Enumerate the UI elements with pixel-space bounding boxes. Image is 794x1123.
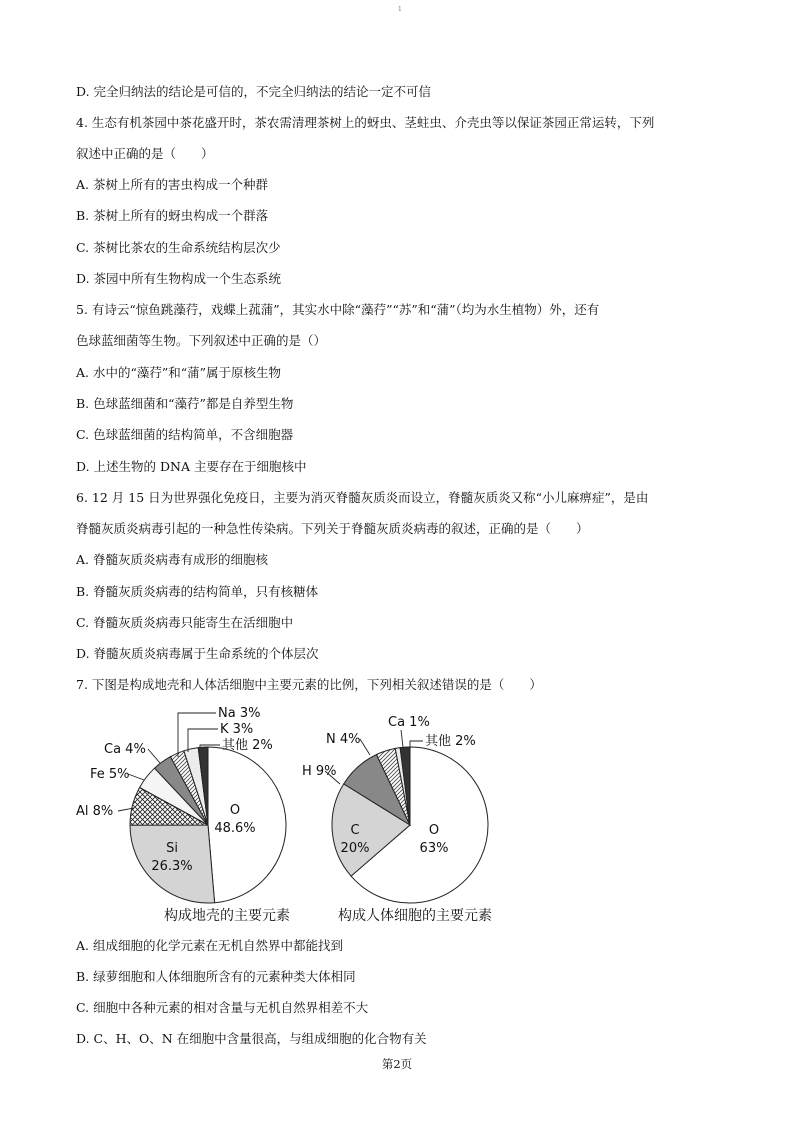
q4-option-b: B. 茶树上所有的蚜虫构成一个群落 — [76, 208, 269, 223]
pie2-label-5: 其他 2% — [425, 734, 476, 749]
pie1-label-0-value: 48.6% — [214, 821, 256, 836]
q7-option-a: A. 组成细胞的化学元素在无机自然界中都能找到 — [76, 938, 343, 953]
pie2-label-0-name: O — [428, 823, 440, 838]
pie2-title: 构成人体细胞的主要元素 — [338, 908, 492, 924]
q5-option-a: A. 水中的“藻荇”和“蒲”属于原核生物 — [76, 365, 282, 380]
element-pie-charts — [70, 702, 510, 932]
pie2-label-2: H 9% — [302, 764, 337, 779]
pie1-label-5: Na 3% — [218, 706, 261, 721]
q6-option-b: B. 脊髓灰质炎病毒的结构简单，只有核糖体 — [76, 584, 319, 599]
q5-option-d: D. 上述生物的 DNA 主要存在于细胞核中 — [76, 459, 307, 474]
page-top-mark: 1 — [398, 6, 402, 13]
q4-option-a: A. 茶树上所有的害虫构成一个种群 — [76, 177, 268, 192]
pie1-label-1-name: Si — [166, 841, 178, 856]
pie1-leader-4 — [148, 749, 160, 763]
q4-option-c: C. 茶树比茶农的生命系统结构层次少 — [76, 240, 281, 255]
q6-stem-line1: 6. 12 月 15 日为世界强化免疫日，主要为消灭脊髓灰质炎而设立，脊髓灰质炎又称“小儿麻痹症”，是由 — [76, 490, 649, 505]
pie1-label-1-value: 26.3% — [151, 859, 193, 874]
pie1-title: 构成地壳的主要元素 — [164, 908, 290, 924]
pie2-label-1-name: C — [350, 823, 360, 838]
q7-option-c: C. 细胞中各种元素的相对含量与无机自然界相差不大 — [76, 1000, 369, 1015]
pie1-label-7: 其他 2% — [222, 738, 273, 753]
pie2-label-4: Ca 1% — [388, 715, 430, 730]
q5-stem-line1: 5. 有诗云“惊鱼跳藻荇，戏蝶上菰蒲”，其实水中除“藻荇”“苏”和“蒲”（均为水生植物）外，还有 — [76, 302, 600, 317]
pie2-leader-5 — [410, 741, 423, 747]
q5-stem-line2: 色球蓝细菌等生物。下列叙述中正确的是（） — [76, 333, 327, 348]
pie1-label-2: Al 8% — [76, 804, 114, 819]
pie1-label-6: K 3% — [220, 722, 254, 737]
q6-stem-line2: 脊髓灰质炎病毒引起的一种急性传染病。下列关于脊髓灰质炎病毒的叙述，正确的是（ ） — [76, 521, 589, 536]
q6-option-d: D. 脊髓灰质炎病毒属于生命系统的个体层次 — [76, 646, 319, 661]
page-number: 第2页 — [381, 1057, 413, 1071]
q4-stem-line1: 4. 生态有机茶园中茶花盛开时，茶农需清理茶树上的蚜虫、茎蛀虫、介壳虫等以保证茶园正常运转，下列 — [76, 115, 655, 130]
q5-option-b: B. 色球蓝细菌和“藻荇”都是自养型生物 — [76, 396, 294, 411]
q7-stem: 7. 下图是构成地壳和人体活细胞中主要元素的比例，下列相关叙述错误的是（ ） — [76, 677, 542, 692]
q6-option-c: C. 脊髓灰质炎病毒只能寄生在活细胞中 — [76, 615, 294, 630]
q4-stem-line2: 叙述中正确的是（ ） — [76, 146, 214, 161]
pie2-label-0-value: 63% — [419, 841, 449, 856]
pie1-label-4: Ca 4% — [104, 742, 146, 757]
q6-option-a: A. 脊髓灰质炎病毒有成形的细胞核 — [76, 552, 268, 567]
q3-option-d: D. 完全归纳法的结论是可信的，不完全归纳法的结论一定不可信 — [76, 84, 432, 99]
pie2-label-1-value: 20% — [340, 841, 370, 856]
q7-option-b: B. 绿萝细胞和人体细胞所含有的元素种类大体相同 — [76, 969, 356, 984]
pie1-label-0-name: O — [229, 803, 241, 818]
pie1-leader-3 — [128, 774, 144, 780]
pie1-label-3: Fe 5% — [90, 767, 130, 782]
q4-option-d: D. 茶园中所有生物构成一个生态系统 — [76, 271, 282, 286]
q5-option-c: C. 色球蓝细菌的结构简单，不含细胞器 — [76, 427, 294, 442]
pie2-leader-4 — [401, 730, 403, 747]
pie-charts-svg — [70, 702, 510, 932]
q7-option-d: D. C、H、O、N 在细胞中含量很高，与组成细胞的化合物有关 — [76, 1031, 427, 1046]
pie2-label-3: N 4% — [326, 732, 361, 747]
pie2-leader-3 — [360, 739, 370, 755]
